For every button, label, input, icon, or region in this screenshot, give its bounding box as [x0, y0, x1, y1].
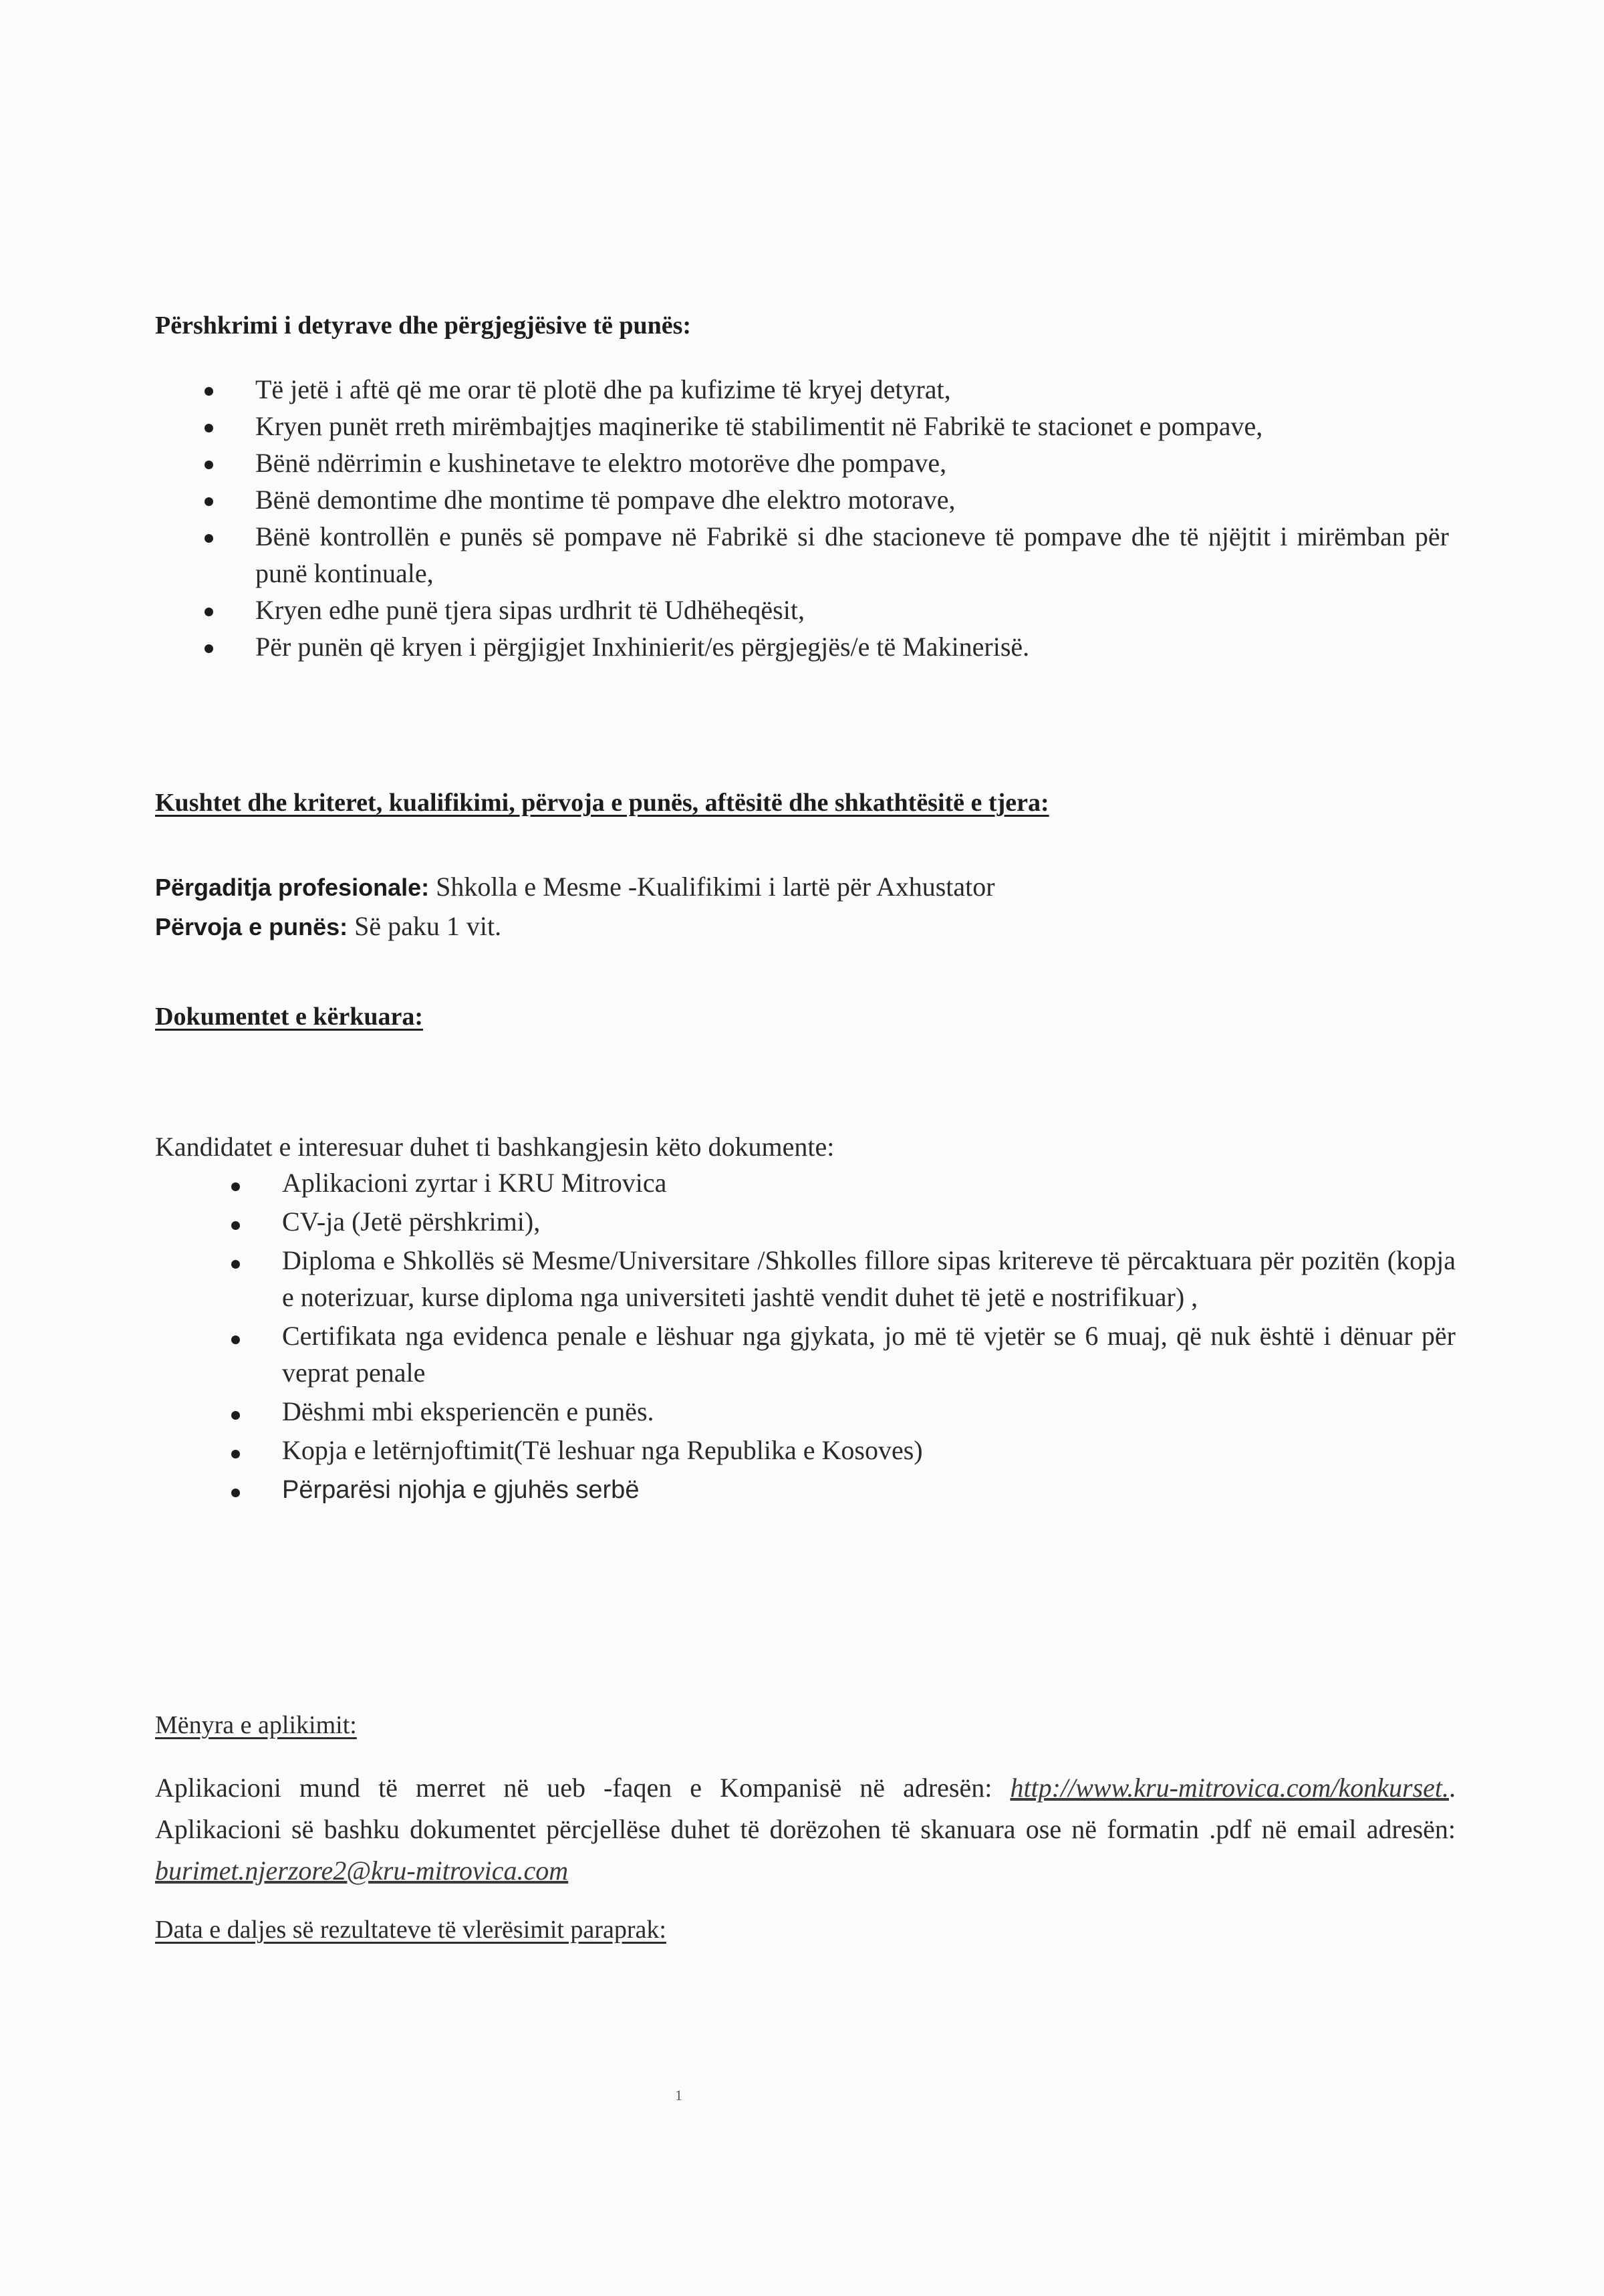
bullet-icon	[205, 387, 213, 396]
bullet-icon	[231, 1411, 240, 1420]
criteria-heading: Kushtet dhe kriteret, kualifikimi, përvoja e punës, aftësitë dhe shkathtësitë e tjera:	[155, 789, 1049, 817]
bullet-icon	[231, 1182, 240, 1191]
documents-section	[155, 1000, 1456, 1033]
list-item: Bënë demontime dhe montime të pompave dhe elektro motorave,	[155, 481, 1449, 518]
bullet-icon	[205, 497, 213, 506]
application-heading: Mënyra e aplikimit:	[155, 1711, 357, 1739]
application-body	[155, 1767, 1456, 1892]
list-item: CV-ja (Jetë përshkrimi),	[155, 1203, 1456, 1240]
list-item: Aplikacioni zyrtar i KRU Mitrovica	[155, 1164, 1456, 1201]
documents-list-container	[155, 1164, 1456, 1511]
documents-intro: Kandidatet e interesuar duhet ti bashkangjesin këto dokumente:	[155, 1132, 835, 1162]
duties-list-container	[155, 371, 1449, 665]
list-item: Bënë ndërrimin e kushinetave te elektro motorëve dhe pompave,	[155, 444, 1449, 481]
bullet-icon	[205, 608, 213, 616]
list-item: Certifikata nga evidenca penale e lëshuar nga gjykata, jo më të vjetër se 6 muaj, që nuk është i dënuar për veprat penale	[155, 1317, 1456, 1391]
experience-value: Së paku 1 vit.	[348, 911, 502, 941]
results-heading: Data e daljes së rezultateve të vlerësimit paraprak:	[155, 1916, 666, 1944]
application-url-link[interactable]: http://www.kru-mitrovica.com/konkurset.	[1010, 1773, 1449, 1803]
documents-list	[155, 1164, 1456, 1509]
list-item: Diploma e Shkollës së Mesme/Universitare /Shkolles fillore sipas kritereve të përcaktuara për pozitën (kopja e noterizuar, kurse diploma nga universiteti jashtë vendit duhet të jetë e nostrifikuar) ,	[155, 1242, 1456, 1315]
page-number: 1	[675, 2087, 682, 2103]
application-section	[155, 1708, 1456, 1742]
list-item: Për punën që kryen i përgjigjet Inxhinierit/es përgjegjës/e të Makinerisë.	[155, 628, 1449, 665]
bullet-icon	[231, 1221, 240, 1230]
duties-list	[155, 371, 1449, 665]
criteria-details	[155, 868, 1456, 946]
list-item: Përparësi njohja e gjuhës serbë	[155, 1471, 1456, 1509]
qualification-label: Përgaditja profesionale:	[155, 874, 430, 901]
bullet-icon	[205, 644, 213, 653]
qualification-line	[155, 868, 1456, 907]
list-item: Të jetë i aftë që me orar të plotë dhe pa kufizime të kryej detyrat,	[155, 371, 1449, 408]
experience-line	[155, 907, 1456, 946]
criteria-section	[155, 786, 1456, 819]
list-item: Kopja e letërnjoftimit(Të leshuar nga Republika e Kosoves)	[155, 1432, 1456, 1469]
list-item: Dëshmi mbi eksperiencën e punës.	[155, 1393, 1456, 1430]
bullet-icon	[205, 534, 213, 543]
results-section	[155, 1913, 1456, 1946]
bullet-icon	[231, 1260, 240, 1269]
email-link[interactable]: burimet.njerzore2@kru-mitrovica.com	[155, 1856, 569, 1886]
qualification-value: Shkolla e Mesme -Kualifikimi i lartë për Axhustator	[429, 872, 995, 902]
list-item: Kryen edhe punë tjera sipas urdhrit të Udhëheqësit,	[155, 592, 1449, 628]
documents-intro-block	[155, 1128, 1456, 1166]
duties-heading: Përshkrimi i detyrave dhe përgjegjësive të punës:	[155, 311, 692, 340]
list-item: Bënë kontrollën e punës së pompave në Fabrikë si dhe stacioneve të pompave dhe të njëjtit i mirëmban për punë kontinuale,	[155, 518, 1449, 592]
bullet-icon	[231, 1450, 240, 1458]
documents-heading: Dokumentet e kërkuara:	[155, 1003, 424, 1031]
bullet-icon	[231, 1335, 240, 1344]
experience-label: Përvoja e punës:	[155, 913, 348, 940]
bullet-icon	[205, 424, 213, 432]
duties-section	[155, 309, 1456, 342]
bullet-icon	[231, 1489, 240, 1497]
application-text: Aplikacioni mund të merret në ueb -faqen e Kompanisë në adresën: http://www.kru-mitrovica.com/konkurset.. Aplikacioni së bashku dokumentet përcjellëse duhet të dorëzohen të skanuara ose në formatin .pdf në email adresën: burimet.njerzore2@kru-mitrovica.com	[155, 1773, 1456, 1886]
bullet-icon	[205, 461, 213, 469]
list-item: Kryen punët rreth mirëmbajtjes maqinerike të stabilimentit në Fabrikë te stacionet e pompave,	[155, 408, 1449, 444]
